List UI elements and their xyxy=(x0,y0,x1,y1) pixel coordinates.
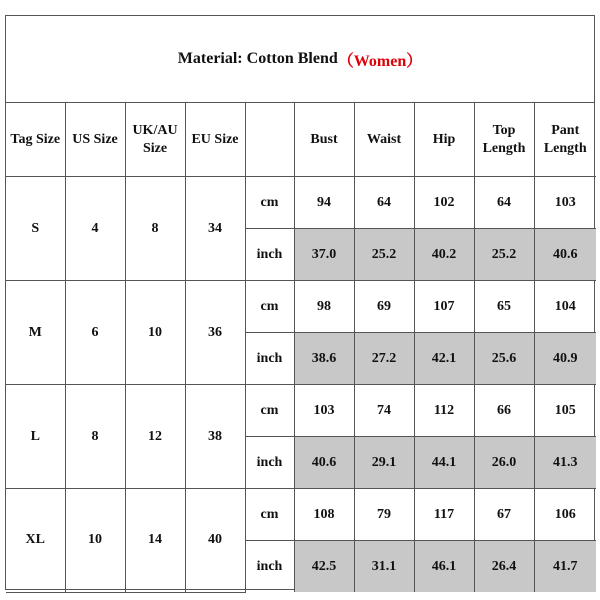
top-length-value: 25.6 xyxy=(474,333,534,385)
bust-value: 38.6 xyxy=(294,333,354,385)
uk-au-size-cell: 10 xyxy=(125,281,185,385)
pant-length-value: 41.3 xyxy=(534,437,596,489)
uk-au-size-cell: 14 xyxy=(125,489,185,593)
uk-au-size-cell: 12 xyxy=(125,385,185,489)
eu-size-cell: 36 xyxy=(185,281,245,385)
header-eu-size: EU Size xyxy=(185,103,245,177)
title-women: （Women） xyxy=(337,52,423,70)
us-size-cell: 4 xyxy=(65,177,125,281)
header-hip: Hip xyxy=(414,103,474,177)
size-row-cm xyxy=(6,385,596,437)
unit-label: inch xyxy=(245,437,294,489)
pant-length-value: 105 xyxy=(534,385,596,437)
us-size-cell: 6 xyxy=(65,281,125,385)
header-pant-length: Pant Length xyxy=(534,103,596,177)
eu-size-cell: 38 xyxy=(185,385,245,489)
unit-label: inch xyxy=(245,333,294,385)
hip-value: 46.1 xyxy=(414,541,474,593)
hip-value: 44.1 xyxy=(414,437,474,489)
header-uk-au-size: UK/AU Size xyxy=(125,103,185,177)
us-size-cell: 10 xyxy=(65,489,125,593)
hip-value: 42.1 xyxy=(414,333,474,385)
pant-length-value: 104 xyxy=(534,281,596,333)
unit-label: cm xyxy=(245,489,294,541)
bust-value: 108 xyxy=(294,489,354,541)
unit-label: inch xyxy=(245,229,294,281)
chart-title xyxy=(6,16,594,103)
waist-value: 74 xyxy=(354,385,414,437)
top-length-value: 66 xyxy=(474,385,534,437)
hip-value: 102 xyxy=(414,177,474,229)
header-row xyxy=(6,103,596,177)
bust-value: 42.5 xyxy=(294,541,354,593)
unit-label: inch xyxy=(245,541,294,593)
size-tag-cell: L xyxy=(6,385,65,489)
header-waist: Waist xyxy=(354,103,414,177)
bust-value: 103 xyxy=(294,385,354,437)
hip-value: 117 xyxy=(414,489,474,541)
bust-value: 37.0 xyxy=(294,229,354,281)
top-length-value: 26.0 xyxy=(474,437,534,489)
size-table xyxy=(6,103,596,593)
waist-value: 27.2 xyxy=(354,333,414,385)
waist-value: 31.1 xyxy=(354,541,414,593)
size-tag-cell: M xyxy=(6,281,65,385)
top-length-value: 65 xyxy=(474,281,534,333)
size-row-cm xyxy=(6,177,596,229)
waist-value: 25.2 xyxy=(354,229,414,281)
header-unit xyxy=(245,103,294,177)
eu-size-cell: 40 xyxy=(185,489,245,593)
top-length-value: 26.4 xyxy=(474,541,534,593)
eu-size-cell: 34 xyxy=(185,177,245,281)
header-us-size: US Size xyxy=(65,103,125,177)
bust-value: 40.6 xyxy=(294,437,354,489)
pant-length-value: 41.7 xyxy=(534,541,596,593)
hip-value: 40.2 xyxy=(414,229,474,281)
size-tag-cell: S xyxy=(6,177,65,281)
us-size-cell: 8 xyxy=(65,385,125,489)
unit-label: cm xyxy=(245,385,294,437)
top-length-value: 67 xyxy=(474,489,534,541)
hip-value: 112 xyxy=(414,385,474,437)
bust-value: 98 xyxy=(294,281,354,333)
size-tag-cell: XL xyxy=(6,489,65,593)
waist-value: 79 xyxy=(354,489,414,541)
pant-length-value: 103 xyxy=(534,177,596,229)
header-bust: Bust xyxy=(294,103,354,177)
pant-length-value: 40.9 xyxy=(534,333,596,385)
top-length-value: 64 xyxy=(474,177,534,229)
size-row-cm xyxy=(6,281,596,333)
pant-length-value: 40.6 xyxy=(534,229,596,281)
waist-value: 29.1 xyxy=(354,437,414,489)
waist-value: 69 xyxy=(354,281,414,333)
unit-label: cm xyxy=(245,177,294,229)
header-tag-size: Tag Size xyxy=(6,103,65,177)
size-row-cm xyxy=(6,489,596,541)
unit-label: cm xyxy=(245,281,294,333)
uk-au-size-cell: 8 xyxy=(125,177,185,281)
size-chart xyxy=(5,15,595,590)
pant-length-value: 106 xyxy=(534,489,596,541)
top-length-value: 25.2 xyxy=(474,229,534,281)
header-top-length: Top Length xyxy=(474,103,534,177)
title-material: Material: Cotton Blend xyxy=(177,50,338,67)
waist-value: 64 xyxy=(354,177,414,229)
hip-value: 107 xyxy=(414,281,474,333)
bust-value: 94 xyxy=(294,177,354,229)
